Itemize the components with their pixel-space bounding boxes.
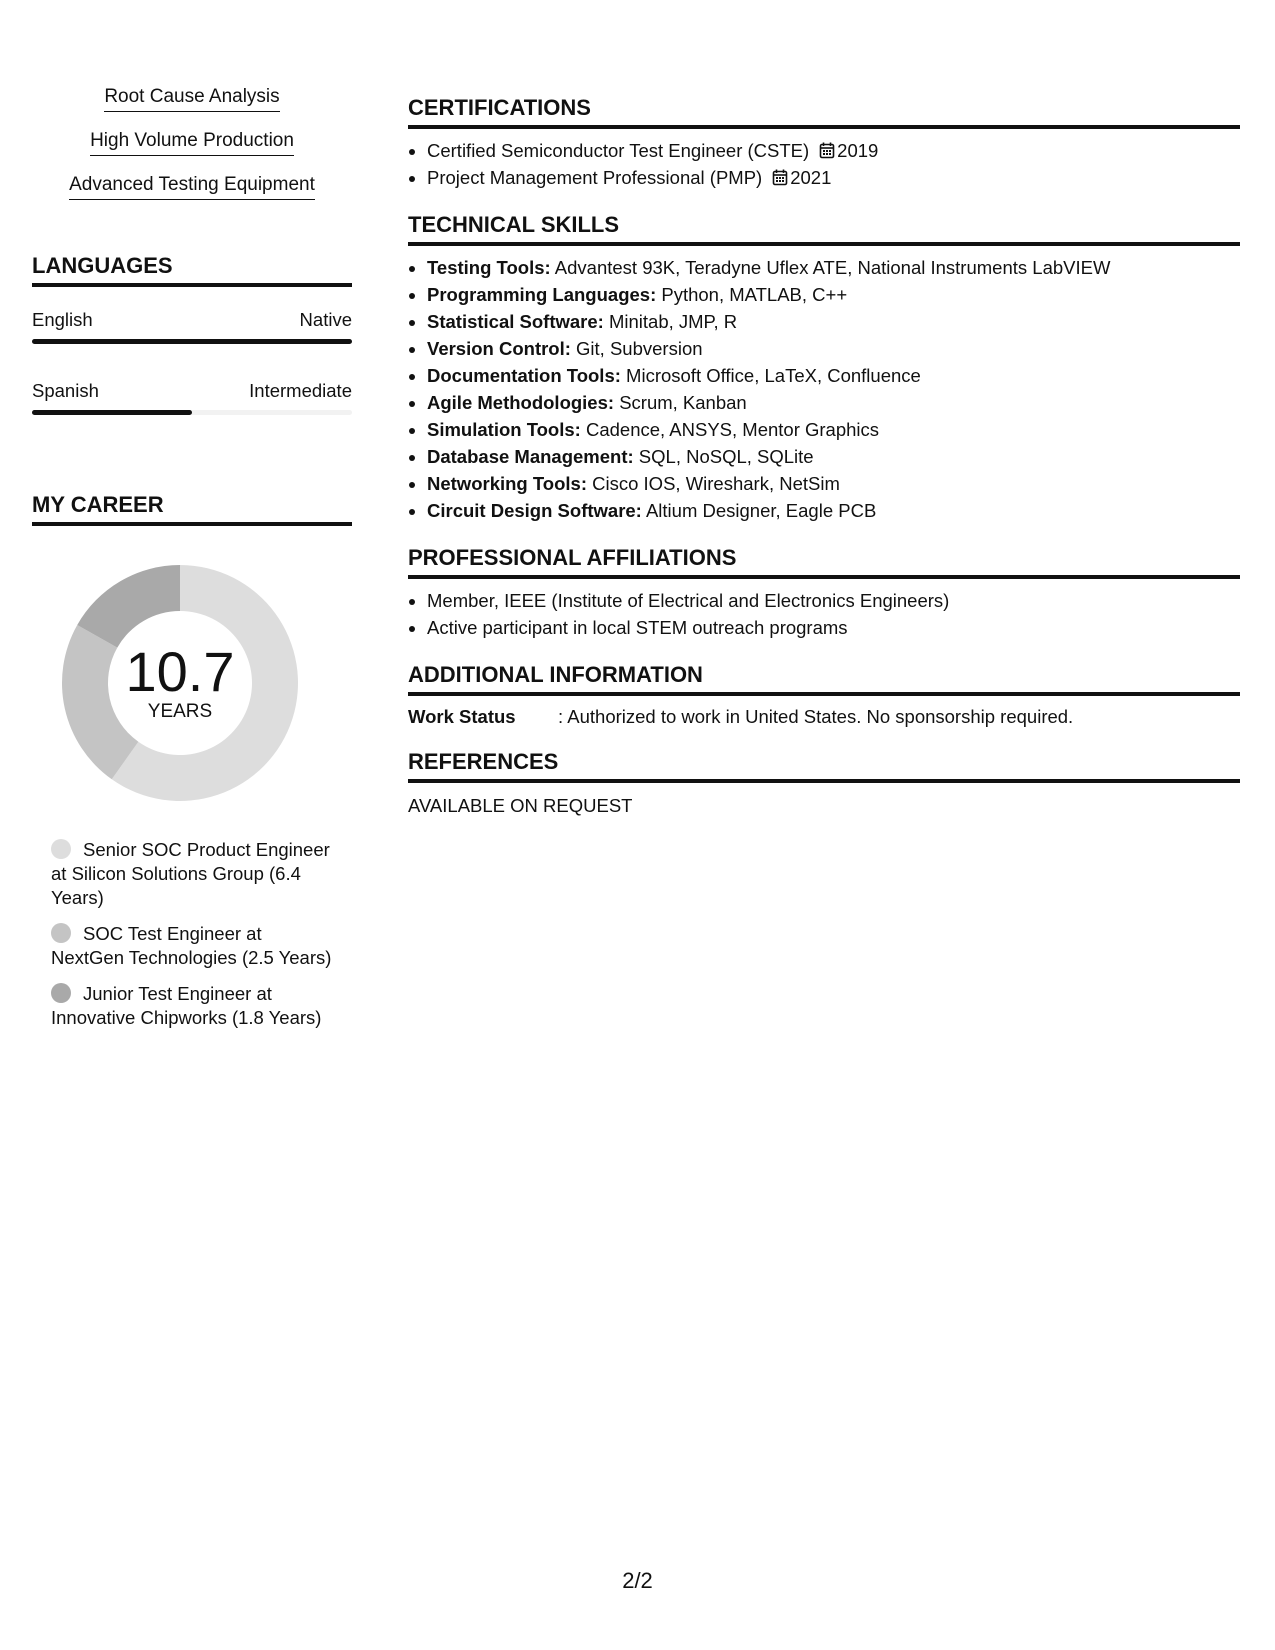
skill-label: Version Control: [427, 338, 571, 359]
affiliations-heading: PROFESSIONAL AFFILIATIONS [408, 544, 1240, 579]
legend-dot-icon [51, 839, 71, 859]
legend-dot-icon [51, 983, 71, 1003]
skill-item [427, 308, 1240, 335]
language-row [32, 309, 352, 331]
certification-year: 2021 [790, 167, 832, 188]
skill-value: SQL, NoSQL, SQLite [638, 446, 814, 467]
skill-value: Cadence, ANSYS, Mentor Graphics [585, 419, 880, 440]
skill-value: Minitab, JMP, R [608, 311, 738, 332]
affiliation-item: • Active participant in local STEM outreach programs [427, 614, 1240, 641]
work-status-row [408, 706, 1240, 728]
skill-tag: Advanced Testing Equipment [69, 174, 315, 200]
work-status-label: Work Status [408, 706, 516, 727]
career-legend-item [51, 922, 336, 970]
language-row [32, 380, 352, 402]
work-status-value: : Authorized to work in United States. No sponsorship required. [558, 706, 1074, 727]
references-text: AVAILABLE ON REQUEST [408, 795, 633, 816]
certifications-section [408, 94, 1240, 191]
technical-skills-list [408, 254, 1240, 524]
skill-value: Scrum, Kanban [619, 392, 747, 413]
technical-skills-heading: TECHNICAL SKILLS [408, 211, 1240, 246]
references-heading: REFERENCES [408, 748, 1240, 783]
skill-item [427, 416, 1240, 443]
skill-item [427, 281, 1240, 308]
skill-tag: High Volume Production [90, 130, 294, 156]
skill-item [427, 443, 1240, 470]
language-bar-fill [32, 410, 192, 415]
skill-label: Statistical Software: [427, 311, 604, 332]
skill-label: Circuit Design Software: [427, 500, 642, 521]
certifications-list [408, 137, 1240, 191]
certification-year: 2019 [837, 140, 879, 161]
skill-value: Advantest 93K, Teradyne Uflex ATE, National Instruments LabVIEW [554, 257, 1111, 278]
skill-label: Documentation Tools: [427, 365, 621, 386]
certification-name: Certified Semiconductor Test Engineer (CSTE) [427, 140, 810, 161]
technical-skills-section [408, 211, 1240, 524]
career-legend-item [51, 982, 336, 1030]
career-total-value: 10.7 [125, 640, 235, 703]
languages-section [32, 252, 352, 415]
language-name: Spanish [32, 380, 99, 401]
page-number: 2/2 [622, 1568, 653, 1593]
skill-label: Networking Tools: [427, 473, 587, 494]
references-section [408, 748, 1240, 817]
language-level: Native [299, 309, 352, 330]
skill-item [427, 335, 1240, 362]
skill-value: Git, Subversion [576, 338, 703, 359]
additional-info-heading: ADDITIONAL INFORMATION [408, 661, 1240, 696]
skill-value: Cisco IOS, Wireshark, NetSim [592, 473, 840, 494]
languages-heading: LANGUAGES [32, 252, 352, 287]
calendar-icon [819, 142, 835, 159]
skill-tags [32, 86, 352, 218]
career-heading: MY CAREER [32, 491, 352, 526]
skill-item [427, 389, 1240, 416]
career-role-label: Junior Test Engineer at Innovative Chipworks (1.8 Years) [51, 983, 322, 1028]
career-role-label: SOC Test Engineer at NextGen Technologies (2.5 Years) [51, 923, 332, 968]
language-name: English [32, 309, 93, 330]
main-content [408, 94, 1240, 837]
career-total [55, 558, 305, 808]
affiliations-list [408, 587, 1240, 641]
career-donut-chart [55, 558, 305, 808]
skill-item [427, 362, 1240, 389]
skill-label: Agile Methodologies: [427, 392, 615, 413]
skill-value: Microsoft Office, LaTeX, Confluence [626, 365, 921, 386]
affiliations-section [408, 544, 1240, 641]
skill-item [427, 470, 1240, 497]
certification-item [427, 164, 1240, 191]
skill-value: Python, MATLAB, C++ [661, 284, 848, 305]
skill-label: Testing Tools: [427, 257, 551, 278]
skill-value: Altium Designer, Eagle PCB [645, 500, 877, 521]
affiliation-item: • Member, IEEE (Institute of Electrical and Electronics Engineers) [427, 587, 1240, 614]
career-legend [51, 838, 336, 1030]
legend-dot-icon [51, 923, 71, 943]
language-bar [32, 339, 352, 344]
skill-label: Programming Languages: [427, 284, 657, 305]
certification-name: Project Management Professional (PMP) [427, 167, 763, 188]
skill-item [427, 497, 1240, 524]
sidebar [32, 86, 352, 1042]
language-bar [32, 410, 352, 415]
certifications-heading: CERTIFICATIONS [408, 94, 1240, 129]
skill-tag: Root Cause Analysis [104, 86, 279, 112]
calendar-icon [772, 169, 788, 186]
skill-label: Simulation Tools: [427, 419, 581, 440]
career-total-unit: YEARS [147, 701, 213, 722]
skill-item [427, 254, 1240, 281]
certification-item [427, 137, 1240, 164]
career-legend-item [51, 838, 336, 910]
career-role-label: Senior SOC Product Engineer at Silicon Solutions Group (6.4 Years) [51, 839, 330, 908]
language-bar-fill [32, 339, 352, 344]
skill-label: Database Management: [427, 446, 634, 467]
career-section [32, 491, 352, 1030]
language-level: Intermediate [249, 380, 352, 401]
additional-info-section [408, 661, 1240, 728]
